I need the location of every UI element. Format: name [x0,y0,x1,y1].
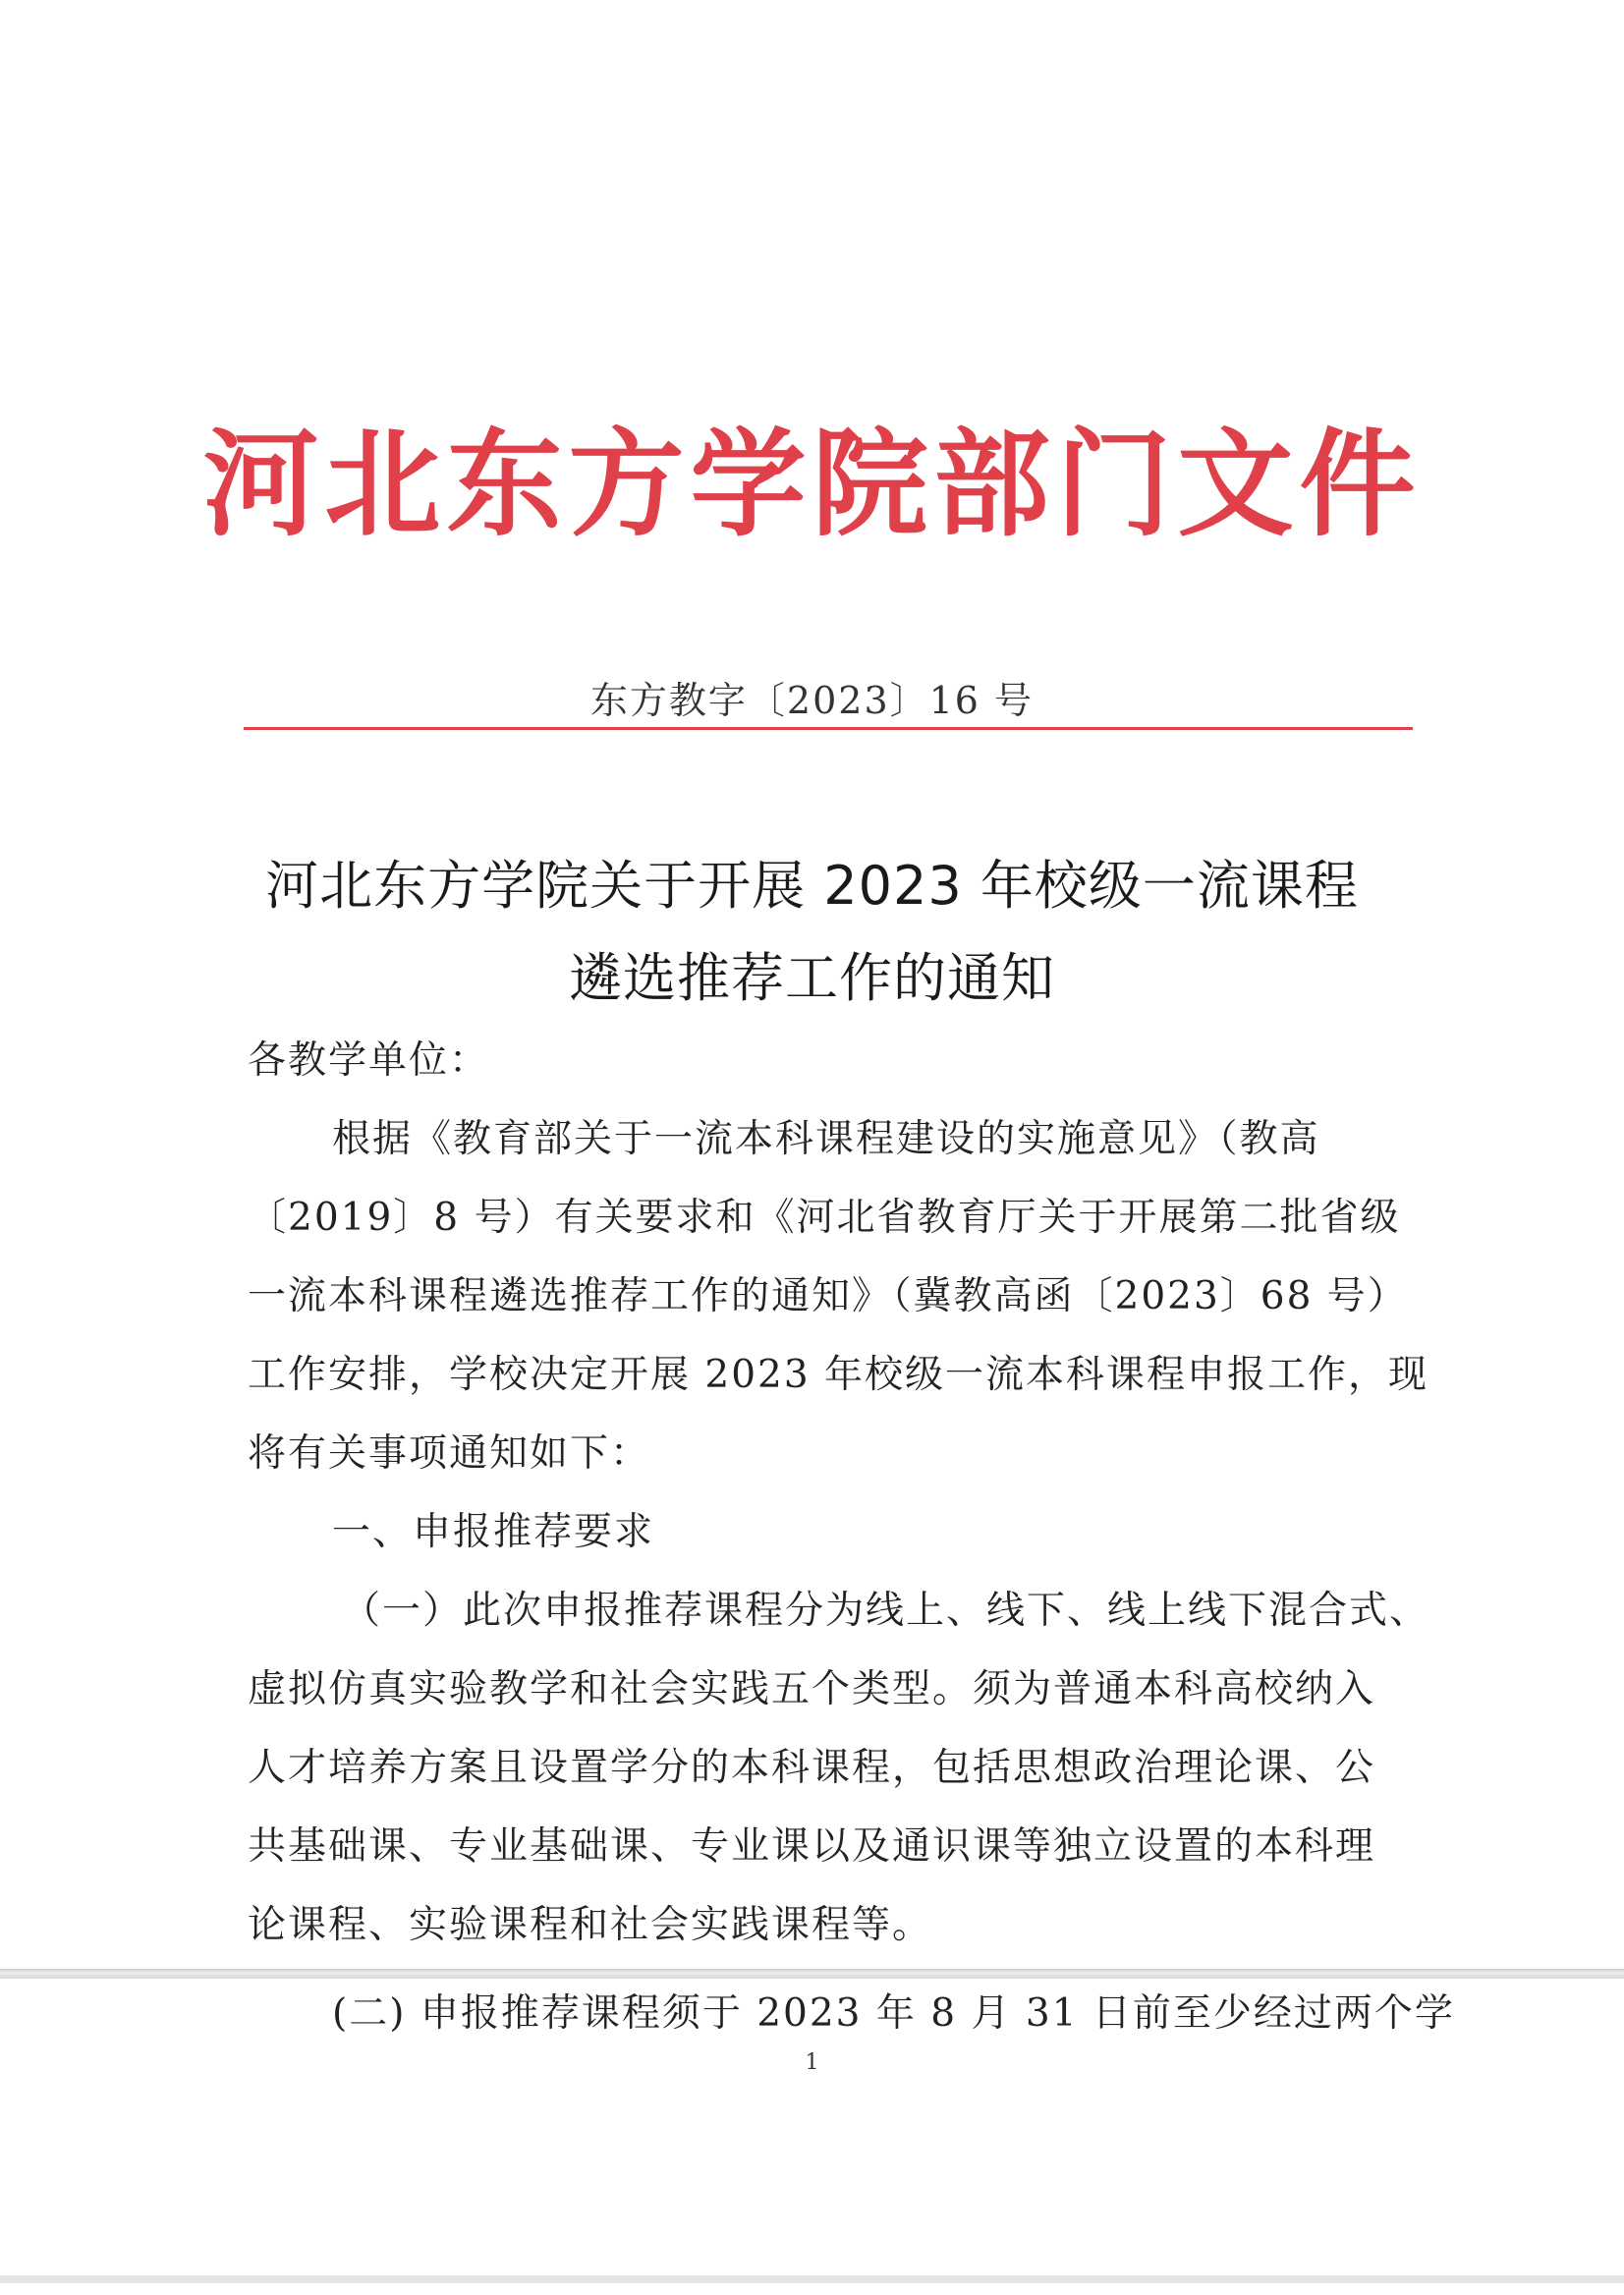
section-heading: 一、申报推荐要求 [332,1510,655,1554]
body-line: 〔2019〕8 号）有关要求和《河北省教育厅关于开展第二批省级 [248,1196,1401,1240]
salutation: 各教学单位： [248,1038,490,1083]
red-divider-line [244,727,1413,730]
body-line: 工作安排，学校决定开展 2023 年校级一流本科课程申报工作，现 [248,1353,1429,1397]
scan-bottom-edge [0,2275,1624,2283]
body-line: 论课程、实验课程和社会实践课程等。 [248,1903,933,1947]
body-line: 虚拟仿真实验教学和社会实践五个类型。须为普通本科高校纳入 [248,1667,1376,1711]
org-document-header: 河北东方学院部门文件 [202,416,1422,552]
body-line: 共基础课、专业基础课、专业课以及通识课等独立设置的本科理 [248,1824,1376,1869]
body-line: 根据《教育部关于一流本科课程建设的实施意见》（教高 [332,1117,1320,1161]
scan-artifact-band [0,1969,1624,1979]
document-number: 东方教字〔2023〕16 号 [589,679,1035,722]
body-line: （一）此次申报推荐课程分为线上、线下、线上线下混合式、 [342,1589,1430,1633]
page-number: 1 [805,2050,819,2075]
notice-title-line-2: 遴选推荐工作的通知 [569,947,1055,1009]
body-line: (二) 申报推荐课程须于 2023 年 8 月 31 日前至少经过两个学 [332,1991,1455,2036]
notice-title-line-1: 河北东方学院关于开展 2023 年校级一流课程 [265,855,1359,917]
body-line: 将有关事项通知如下： [248,1431,651,1476]
body-line: 人才培养方案且设置学分的本科课程，包括思想政治理论课、公 [248,1746,1376,1790]
body-line: 一流本科课程遴选推荐工作的通知》（冀教高函〔2023〕68 号） [248,1274,1408,1318]
